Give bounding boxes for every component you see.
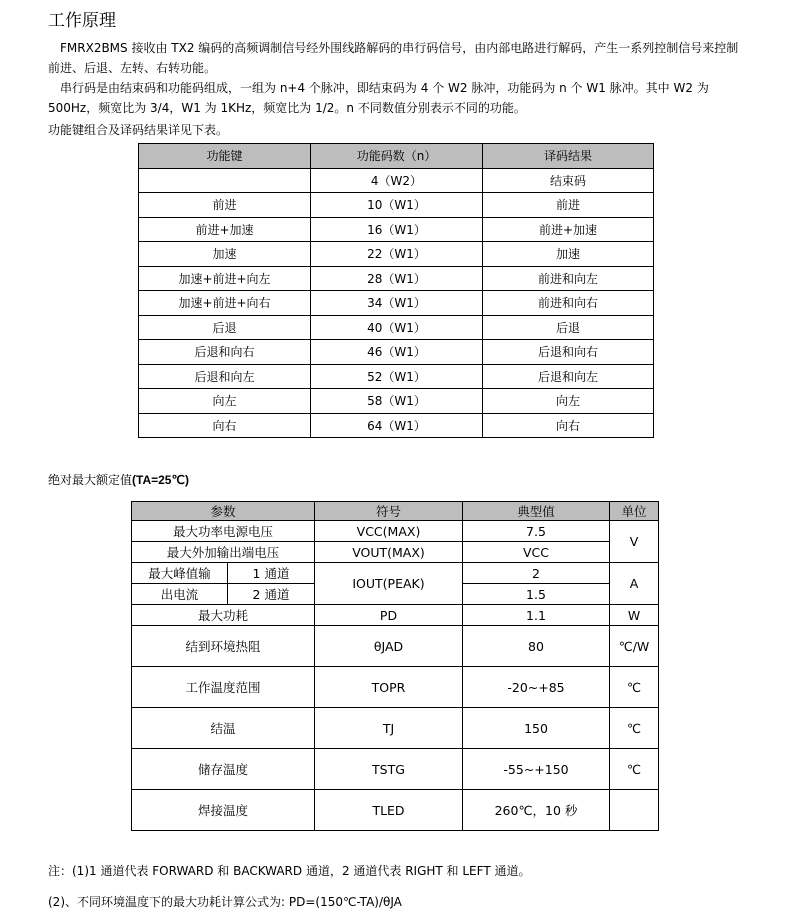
table-row — [139, 364, 654, 389]
param-cell: 最大功率电源电压 — [132, 521, 315, 542]
table-row — [139, 389, 654, 414]
param-cell: 工作温度范围 — [132, 667, 315, 708]
absolute-max-ratings-table — [131, 501, 659, 831]
function-code-cell: 28（W1） — [311, 266, 483, 291]
header-function-key: 功能键 — [139, 144, 311, 169]
function-key-cell: 后退 — [139, 315, 311, 340]
value-cell: 260℃，10 秒 — [463, 790, 610, 831]
function-code-cell: 52（W1） — [311, 364, 483, 389]
decode-result-cell: 前进和向右 — [483, 291, 654, 316]
decode-result-cell: 后退 — [483, 315, 654, 340]
value-cell: 150 — [463, 708, 610, 749]
function-key-cell: 向右 — [139, 413, 311, 438]
header-decode-result: 译码结果 — [483, 144, 654, 169]
function-code-cell: 58（W1） — [311, 389, 483, 414]
table-row — [139, 242, 654, 267]
unit-cell: W — [610, 605, 659, 626]
param-cell: 最大峰值输 — [132, 563, 228, 584]
table-intro-paragraph: 功能键组合及译码结果详见下表。 — [48, 123, 229, 137]
function-key-cell: 加速+前进+向左 — [139, 266, 311, 291]
function-code-cell: 40（W1） — [311, 315, 483, 340]
decode-result-cell: 前进+加速 — [483, 217, 654, 242]
abs-max-title-text: 绝对最大额定值 — [48, 473, 133, 487]
function-key-table — [138, 143, 654, 438]
function-key-cell: 加速+前进+向右 — [139, 291, 311, 316]
function-key-cell: 后退和向右 — [139, 340, 311, 365]
unit-cell: V — [610, 521, 659, 563]
sub-param-cell: 2 通道 — [228, 584, 315, 605]
header-typical: 典型值 — [463, 502, 610, 521]
symbol-cell: VCC(MAX) — [315, 521, 463, 542]
table-row — [139, 193, 654, 218]
decode-result-cell: 加速 — [483, 242, 654, 267]
header-function-code: 功能码数（n） — [311, 144, 483, 169]
table-header-row — [139, 144, 654, 169]
param-cell: 结温 — [132, 708, 315, 749]
unit-cell — [610, 790, 659, 831]
unit-cell: ℃/W — [610, 626, 659, 667]
header-symbol: 符号 — [315, 502, 463, 521]
table-header-row — [132, 502, 659, 521]
function-code-cell: 22（W1） — [311, 242, 483, 267]
function-key-cell: 后退和向左 — [139, 364, 311, 389]
value-cell: 7.5 — [463, 521, 610, 542]
abs-max-title-condition: (TA=25℃) — [132, 473, 189, 487]
value-cell: 1.5 — [463, 584, 610, 605]
function-key-cell: 前进 — [139, 193, 311, 218]
function-key-cell — [139, 168, 311, 193]
param-cell: 出电流 — [132, 584, 228, 605]
note-2: (2)、不同环境温度下的最大功耗计算公式为: PD=(150℃-TA)/θJA — [48, 895, 402, 909]
table-row — [139, 291, 654, 316]
function-code-cell: 64（W1） — [311, 413, 483, 438]
decode-result-cell: 向右 — [483, 413, 654, 438]
table-row — [132, 563, 659, 584]
param-cell: 焊接温度 — [132, 790, 315, 831]
sub-param-cell: 1 通道 — [228, 563, 315, 584]
function-code-cell: 16（W1） — [311, 217, 483, 242]
function-key-cell: 前进+加速 — [139, 217, 311, 242]
decode-result-cell: 后退和向右 — [483, 340, 654, 365]
table-row — [139, 266, 654, 291]
unit-cell: ℃ — [610, 749, 659, 790]
header-param: 参数 — [132, 502, 315, 521]
value-cell: 80 — [463, 626, 610, 667]
param-cell: 最大外加输出端电压 — [132, 542, 315, 563]
abs-max-section-title — [48, 471, 189, 488]
symbol-cell: TOPR — [315, 667, 463, 708]
serial-code-paragraph: 串行码是由结束码和功能码组成，一组为 n+4 个脉冲，即结束码为 4 个 W2 脉冲，功能码为 n 个 W1 脉冲。其中 W2 为 500Hz，频宽比为 3/4，W1 为 1KHz，频宽比为 1/2。n 不同数值分别表示不同的功能。 — [48, 81, 709, 115]
param-cell: 储存温度 — [132, 749, 315, 790]
param-cell: 最大功耗 — [132, 605, 315, 626]
table-row — [132, 708, 659, 749]
value-cell: -20~+85 — [463, 667, 610, 708]
note-1: 注：(1)1 通道代表 FORWARD 和 BACKWARD 通道，2 通道代表 RIGHT 和 LEFT 通道。 — [48, 864, 531, 878]
table-row — [139, 168, 654, 193]
function-code-cell: 4（W2） — [311, 168, 483, 193]
table-row — [139, 340, 654, 365]
table-row — [132, 542, 659, 563]
decode-result-cell: 前进 — [483, 193, 654, 218]
function-key-cell: 向左 — [139, 389, 311, 414]
function-table-body — [139, 168, 654, 438]
page-title: 工作原理 — [48, 11, 116, 31]
function-code-cell: 10（W1） — [311, 193, 483, 218]
table-row — [139, 315, 654, 340]
value-cell: VCC — [463, 542, 610, 563]
symbol-cell: θJAD — [315, 626, 463, 667]
table-row — [132, 605, 659, 626]
intro-paragraph: FMRX2BMS 接收由 TX2 编码的高频调制信号经外围线路解码的串行码信号，由内部电路进行解码，产生一系列控制信号来控制前进、后退、左转、右转功能。 — [48, 41, 739, 75]
symbol-cell: IOUT(PEAK) — [315, 563, 463, 605]
table-row — [139, 413, 654, 438]
function-code-cell: 34（W1） — [311, 291, 483, 316]
table-row — [132, 521, 659, 542]
table-row — [139, 217, 654, 242]
function-code-cell: 46（W1） — [311, 340, 483, 365]
decode-result-cell: 后退和向左 — [483, 364, 654, 389]
value-cell: -55~+150 — [463, 749, 610, 790]
decode-result-cell: 前进和向左 — [483, 266, 654, 291]
param-cell: 结到环境热阻 — [132, 626, 315, 667]
decode-result-cell: 向左 — [483, 389, 654, 414]
unit-cell: ℃ — [610, 667, 659, 708]
table-row — [132, 667, 659, 708]
symbol-cell: PD — [315, 605, 463, 626]
value-cell: 2 — [463, 563, 610, 584]
unit-cell: ℃ — [610, 708, 659, 749]
symbol-cell: VOUT(MAX) — [315, 542, 463, 563]
symbol-cell: TSTG — [315, 749, 463, 790]
value-cell: 1.1 — [463, 605, 610, 626]
table-row — [132, 626, 659, 667]
decode-result-cell: 结束码 — [483, 168, 654, 193]
function-key-cell: 加速 — [139, 242, 311, 267]
table-row — [132, 790, 659, 831]
header-unit: 单位 — [610, 502, 659, 521]
symbol-cell: TLED — [315, 790, 463, 831]
unit-cell: A — [610, 563, 659, 605]
table-row — [132, 749, 659, 790]
symbol-cell: TJ — [315, 708, 463, 749]
